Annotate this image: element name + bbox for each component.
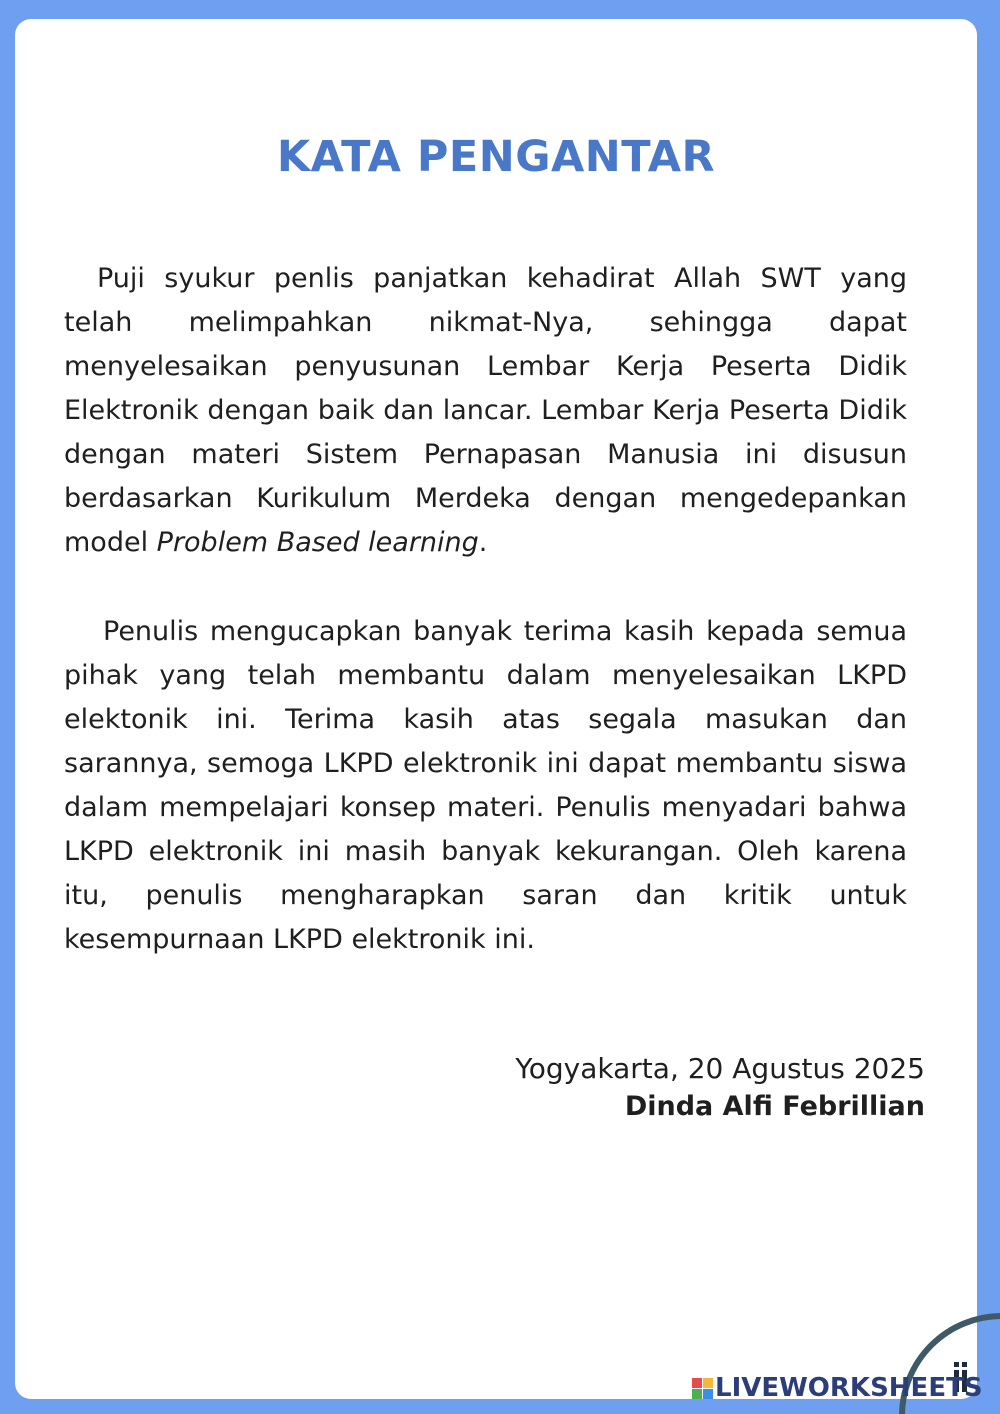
liveworksheets-logo-icon (692, 1378, 713, 1399)
signature-author: Dinda Alfi Febrillian (624, 1091, 925, 1122)
liveworksheets-watermark (692, 1373, 983, 1403)
paragraph-thanks: Penulis mengucapkan banyak terima kasih kepada semua pihak yang telah membantu dalam menyelesaikan LKPD elektonik ini. Terima kasih atas segala masukan dan sarannya, semoga LKPD elektronik ini dapat membantu siswa dalam mempelajari konsep materi. Penulis menyadari bahwa LKPD elektronik ini masih banyak kekurangan. Oleh karena itu, penulis mengharapkan saran dan kritik untuk kesempurnaan LKPD elektronik ini. (64, 616, 907, 955)
paragraph-intro-italic: Problem Based learning (156, 527, 479, 558)
document-page (15, 19, 977, 1399)
signature-place-date: Yogyakarta, 20 Agustus 2025 (515, 1052, 925, 1085)
liveworksheets-brand-text: LIVEWORKSHEETS (715, 1373, 983, 1403)
paragraph-intro-end: . (478, 527, 488, 558)
paragraph-intro (64, 257, 907, 565)
page-title: KATA PENGANTAR (276, 132, 716, 182)
paragraph-intro-text: Puji syukur penlis panjatkan kehadirat Allah SWT yang telah melimpahkan nikmat-Nya, sehingga dapat menyelesaikan penyusunan Lembar Kerja Peserta Didik Elektronik dengan baik dan lancar. Lembar Kerja Peserta Didik dengan materi Sistem Pernapasan Manusia ini disusun berdasarkan Kurikulum Merdeka dengan mengedepankan model (64, 263, 907, 558)
